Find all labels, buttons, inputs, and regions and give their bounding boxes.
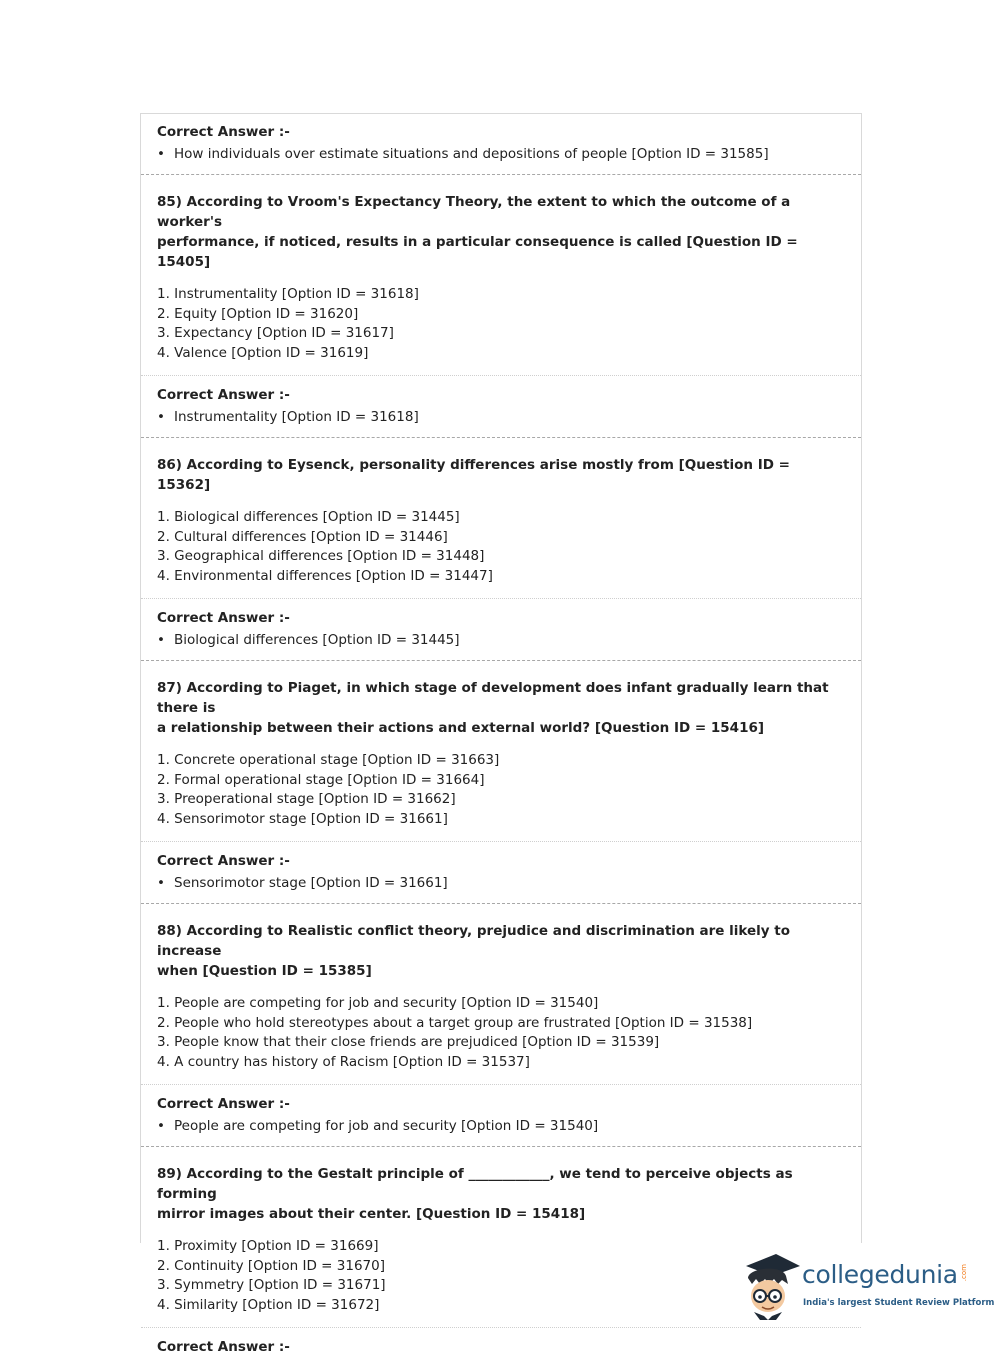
- option: 3. Symmetry [Option ID = 31671]: [157, 1277, 386, 1293]
- correct-answer-label: Correct Answer :-: [157, 387, 290, 403]
- option: 4. Environmental differences [Option ID = 31447]: [157, 567, 493, 584]
- answer-text: Sensorimotor stage [Option ID = 31661]: [174, 875, 448, 891]
- question-sheet: [140, 113, 862, 1355]
- option: 4. A country has history of Racism [Option ID = 31537]: [157, 1053, 530, 1070]
- answer-item: • Biological differences [Option ID = 31445]: [157, 632, 460, 648]
- option: 4. Sensorimotor stage [Option ID = 31661]: [157, 810, 448, 827]
- option: 1. Biological differences [Option ID = 31445]: [157, 509, 460, 525]
- logo-wordmark: collegedunia: [802, 1260, 958, 1289]
- question-86: [141, 438, 861, 598]
- question-87: [141, 661, 861, 841]
- correct-answer-label: Correct Answer :-: [157, 1339, 290, 1355]
- answer-text: Biological differences [Option ID = 31445]: [174, 632, 460, 648]
- option: 3. Preoperational stage [Option ID = 31662]: [157, 791, 456, 807]
- correct-answer-87: [141, 842, 861, 903]
- option: 2. Cultural differences [Option ID = 31446]: [157, 528, 448, 545]
- answer-item: • Sensorimotor stage [Option ID = 31661]: [157, 875, 448, 891]
- correct-answer-84: [141, 114, 861, 174]
- option: 1. Proximity [Option ID = 31669]: [157, 1238, 379, 1254]
- option: 3. People know that their close friends are prejudiced [Option ID = 31539]: [157, 1034, 660, 1050]
- option: 1. Instrumentality [Option ID = 31618]: [157, 286, 419, 302]
- option: 2. Formal operational stage [Option ID = 31664]: [157, 771, 485, 788]
- correct-answer-86: [141, 599, 861, 660]
- question-text: 86) According to Eysenck, personality differences arise mostly from [Question ID = 15362]: [157, 457, 790, 493]
- option: 3. Expectancy [Option ID = 31617]: [157, 325, 394, 341]
- answer-item: • Instrumentality [Option ID = 31618]: [157, 409, 419, 425]
- question-text: 85) According to Vroom's Expectancy Theory, the extent to which the outcome of a worker's performance, if noticed, results in a particular consequence is called [Question ID = 15405]: [157, 194, 798, 270]
- correct-answer-label: Correct Answer :-: [157, 610, 290, 626]
- question-text: 87) According to Piaget, in which stage of development does infant gradually learn that there is a relationship between their actions and external world? [Question ID = 15416]: [157, 680, 829, 736]
- mascot-icon: [742, 1250, 804, 1320]
- question-85: [141, 175, 861, 375]
- option: 3. Geographical differences [Option ID = 31448]: [157, 548, 485, 564]
- option: 1. People are competing for job and security [Option ID = 31540]: [157, 995, 599, 1011]
- answer-item: • How individuals over estimate situations and depositions of people [Option ID = 31585]: [157, 146, 769, 162]
- correct-answer-label: Correct Answer :-: [157, 1096, 290, 1112]
- logo-com: .com: [960, 1264, 968, 1282]
- logo-tagline: India's largest Student Review Platform: [803, 1298, 995, 1308]
- correct-answer-85: [141, 376, 861, 437]
- answer-text: How individuals over estimate situations and depositions of people [Option ID = 31585]: [174, 146, 769, 162]
- question-text: 88) According to Realistic conflict theory, prejudice and discrimination are likely to increase when [Question ID = 15385]: [157, 923, 791, 979]
- option: 2. Continuity [Option ID = 31670]: [157, 1257, 385, 1274]
- option: 2. People who hold stereotypes about a target group are frustrated [Option ID = 31538]: [157, 1014, 753, 1031]
- correct-answer-label: Correct Answer :-: [157, 124, 290, 140]
- question-text: 89) According to the Gestalt principle of ____________, we tend to perceive objects as forming mirror images about their center. [Question ID = 15418]: [157, 1166, 793, 1222]
- correct-answer-89: [141, 1328, 861, 1367]
- correct-answer-88: [141, 1085, 861, 1146]
- answer-text: People are competing for job and security [Option ID = 31540]: [174, 1118, 599, 1134]
- option: 4. Similarity [Option ID = 31672]: [157, 1296, 380, 1313]
- question-88: [141, 904, 861, 1084]
- option: 4. Valence [Option ID = 31619]: [157, 344, 369, 361]
- answer-item: • People are competing for job and security [Option ID = 31540]: [157, 1118, 599, 1134]
- option: 2. Equity [Option ID = 31620]: [157, 305, 359, 322]
- option: 1. Concrete operational stage [Option ID = 31663]: [157, 752, 500, 768]
- correct-answer-label: Correct Answer :-: [157, 853, 290, 869]
- answer-text: Instrumentality [Option ID = 31618]: [174, 409, 419, 425]
- collegedunia-logo[interactable]: [742, 1250, 995, 1320]
